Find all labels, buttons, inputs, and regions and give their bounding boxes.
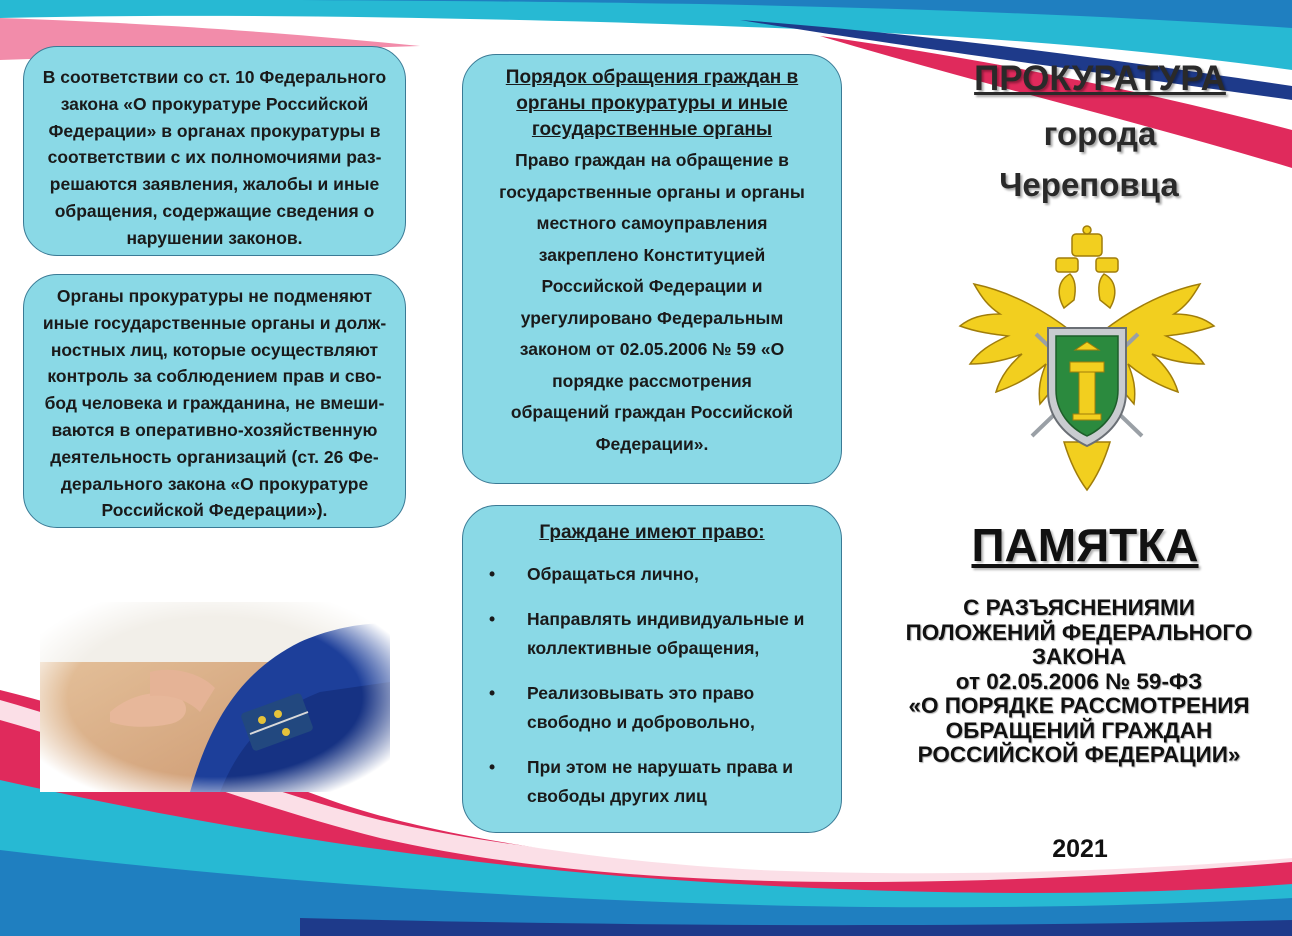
publication-year: 2021 [1052, 835, 1108, 863]
list-item-line: • Реализовывать это право [527, 683, 755, 703]
subtitle-line: ПОЛОЖЕНИЙ ФЕДЕРАЛЬНОГО [905, 619, 1253, 645]
subtitle-line: ОБРАЩЕНИЙ ГРАЖДАН [945, 717, 1213, 743]
body-line: закреплено Конституцией [538, 244, 766, 265]
info-line: нарушении законов. [126, 227, 303, 248]
body-line: государственные органы и органы [499, 181, 805, 202]
body-line: Российской Федерации и [541, 276, 763, 296]
procedure-heading [477, 65, 827, 143]
body-line: обращений граждан Российской [510, 402, 794, 422]
city-name: Череповца [999, 166, 1179, 203]
info-line: обращения, содержащие сведения о [54, 200, 375, 221]
officer-uniform-photo [40, 602, 390, 792]
body-line: местного самоуправления [536, 213, 768, 233]
list-item-line: • При этом не нарушать права и [527, 757, 793, 777]
subtitle-line: ЗАКОНА [1031, 644, 1127, 669]
list-item-line: свободы других лиц [527, 786, 707, 806]
info-line: В соответствии со ст. 10 Федерального [42, 67, 387, 87]
double-headed-eagle-emblem-icon [952, 222, 1222, 502]
list-item [481, 679, 823, 737]
rights-heading: Граждане имеют право: [539, 522, 765, 543]
subtitle-line: «О ПОРЯДКЕ РАССМОТРЕНИЯ [908, 693, 1250, 718]
subtitle-line: от 02.05.2006 № 59-ФЗ [955, 668, 1203, 694]
info-line: ностных лиц, которые осуществляют [50, 339, 379, 360]
info-line: деятельность организаций (ст. 26 Фе- [50, 446, 379, 467]
info-box-citizen-rights [462, 505, 842, 833]
city-line: города [1043, 115, 1157, 152]
info-box-appeal-procedure [462, 54, 842, 484]
info-line: соответствии с их полномочиями раз- [47, 147, 382, 168]
list-item [481, 753, 823, 811]
list-item [481, 560, 823, 589]
info-box-procuracy-authority [23, 46, 406, 256]
subtitle-line: РОССИЙСКОЙ ФЕДЕРАЦИИ» [917, 742, 1241, 767]
procedure-body [477, 145, 827, 460]
info-line: закона «О прокуратуре Российской [60, 93, 369, 114]
info-line: иные государственные органы и долж- [42, 312, 387, 333]
list-item [481, 605, 823, 663]
body-line: Право граждан на обращение в [515, 150, 789, 170]
list-item-line: свободно и добровольно, [527, 712, 755, 732]
memo-title: ПАМЯТКА [971, 519, 1199, 571]
rights-list [481, 560, 823, 811]
info-line: решаются заявления, жалобы и иные [49, 174, 380, 195]
info-line: Федерации» в органах прокуратуры в [48, 120, 381, 141]
list-item-line: коллективные обращения, [527, 638, 760, 658]
heading-line: государственные органы [531, 119, 773, 140]
info-line: Российской Федерации»). [101, 500, 328, 521]
heading-line: органы прокуратуры и иные [516, 93, 788, 114]
info-line: бод человека и гражданина, не вмеши- [44, 393, 385, 414]
body-line: Федерации». [595, 433, 709, 454]
list-item-line: • Направлять индивидуальные и [527, 609, 805, 629]
body-line: порядке рассмотрения [552, 370, 752, 391]
subtitle-line: С РАЗЪЯСНЕНИЯМИ [963, 595, 1195, 620]
list-item-line: • Обращаться лично, [527, 564, 699, 584]
body-line: законом от 02.05.2006 № 59 «О [519, 339, 785, 359]
info-line: Органы прокуратуры не подменяют [56, 286, 373, 306]
info-line: дерального закона «О прокуратуре [60, 473, 369, 494]
info-line: ваются в оперативно-хозяйственную [51, 419, 378, 440]
organization-title: ПРОКУРАТУРА [974, 59, 1226, 98]
memo-subtitle [893, 596, 1265, 768]
info-box-procuracy-limits [23, 274, 406, 528]
heading-line: Порядок обращения граждан в [505, 67, 799, 88]
body-line: урегулировано Федеральным [520, 307, 784, 328]
info-line: контроль за соблюдением прав и сво- [47, 366, 382, 387]
